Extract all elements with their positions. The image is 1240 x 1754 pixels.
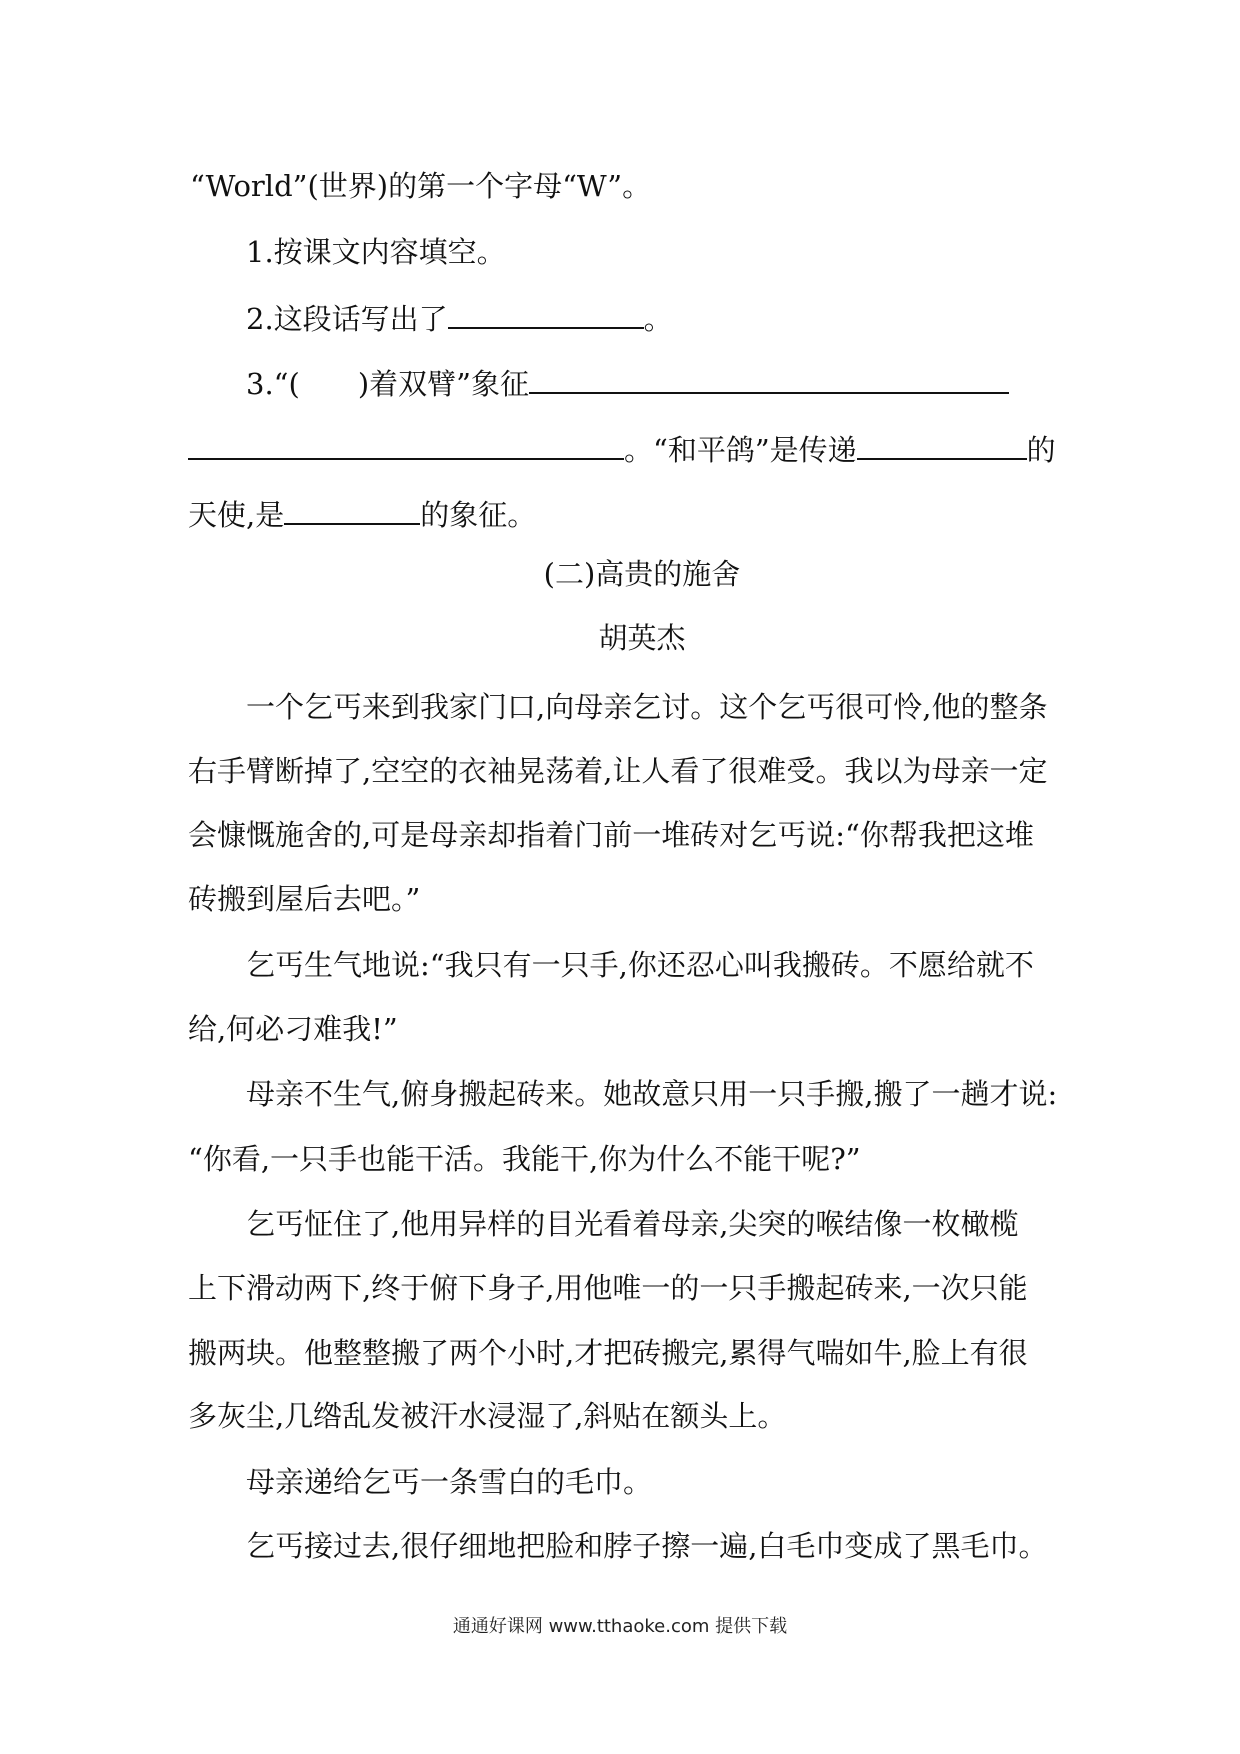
paragraph-line: 右手臂断掉了,空空的衣袖晃荡着,让人看了很难受。我以为母亲一定 [188, 754, 1048, 788]
article-title: (二)高贵的施舍 [543, 557, 741, 591]
paragraph-line: 母亲递给乞丐一条雪白的毛巾。 [246, 1465, 653, 1499]
answer-blank[interactable] [857, 428, 1027, 460]
answer-blank[interactable] [188, 428, 624, 460]
question-2: 2.这段话写出了 。 [246, 297, 673, 339]
paragraph-line: 一个乞丐来到我家门口,向母亲乞讨。这个乞丐很可怜,他的整条 [246, 690, 1048, 724]
paragraph-line: 搬两块。他整整搬了两个小时,才把砖搬完,累得气喘如牛,脸上有很 [188, 1336, 1028, 1370]
article-author: 胡英杰 [598, 621, 686, 655]
question-3-end: 天使,是 的象征。 [188, 493, 536, 535]
footer-source: 通通好课网 www.tthaoke.com 提供下载 [452, 1616, 788, 1637]
question-1: 1.按课文内容填空。 [246, 235, 506, 269]
answer-blank[interactable] [448, 297, 644, 329]
question-3-cont: 。“和平鸽”是传递 的 [188, 428, 1056, 470]
paragraph-line: 砖搬到屋后去吧。” [188, 882, 421, 916]
paragraph-line: 乞丐生气地说:“我只有一只手,你还忍心叫我搬砖。不愿给就不 [246, 948, 1034, 982]
paragraph-line: 乞丐接过去,很仔细地把脸和脖子擦一遍,白毛巾变成了黑毛巾。 [246, 1529, 1048, 1563]
paragraph-line: 给,何必刁难我!” [188, 1012, 398, 1046]
paragraph-line: 母亲不生气,俯身搬起砖来。她故意只用一只手搬,搬了一趟才说: [246, 1077, 1058, 1111]
paragraph-line: 会慷慨施舍的,可是母亲却指着门前一堆砖对乞丐说:“你帮我把这堆 [188, 818, 1034, 852]
answer-blank[interactable] [529, 362, 1009, 394]
paragraph-line: 多灰尘,几绺乱发被汗水浸湿了,斜贴在额头上。 [188, 1399, 787, 1433]
text-line: “World”(世界)的第一个字母“W”。 [190, 169, 652, 203]
paragraph-line: 乞丐怔住了,他用异样的目光看着母亲,尖突的喉结像一枚橄榄 [246, 1207, 1019, 1241]
question-3: 3.“( )着双臂”象征 [246, 362, 1009, 404]
paragraph-line: 上下滑动两下,终于俯下身子,用他唯一的一只手搬起砖来,一次只能 [188, 1271, 1028, 1305]
answer-blank[interactable] [284, 493, 420, 525]
paragraph-line: “你看,一只手也能干活。我能干,你为什么不能干呢?” [188, 1142, 861, 1176]
